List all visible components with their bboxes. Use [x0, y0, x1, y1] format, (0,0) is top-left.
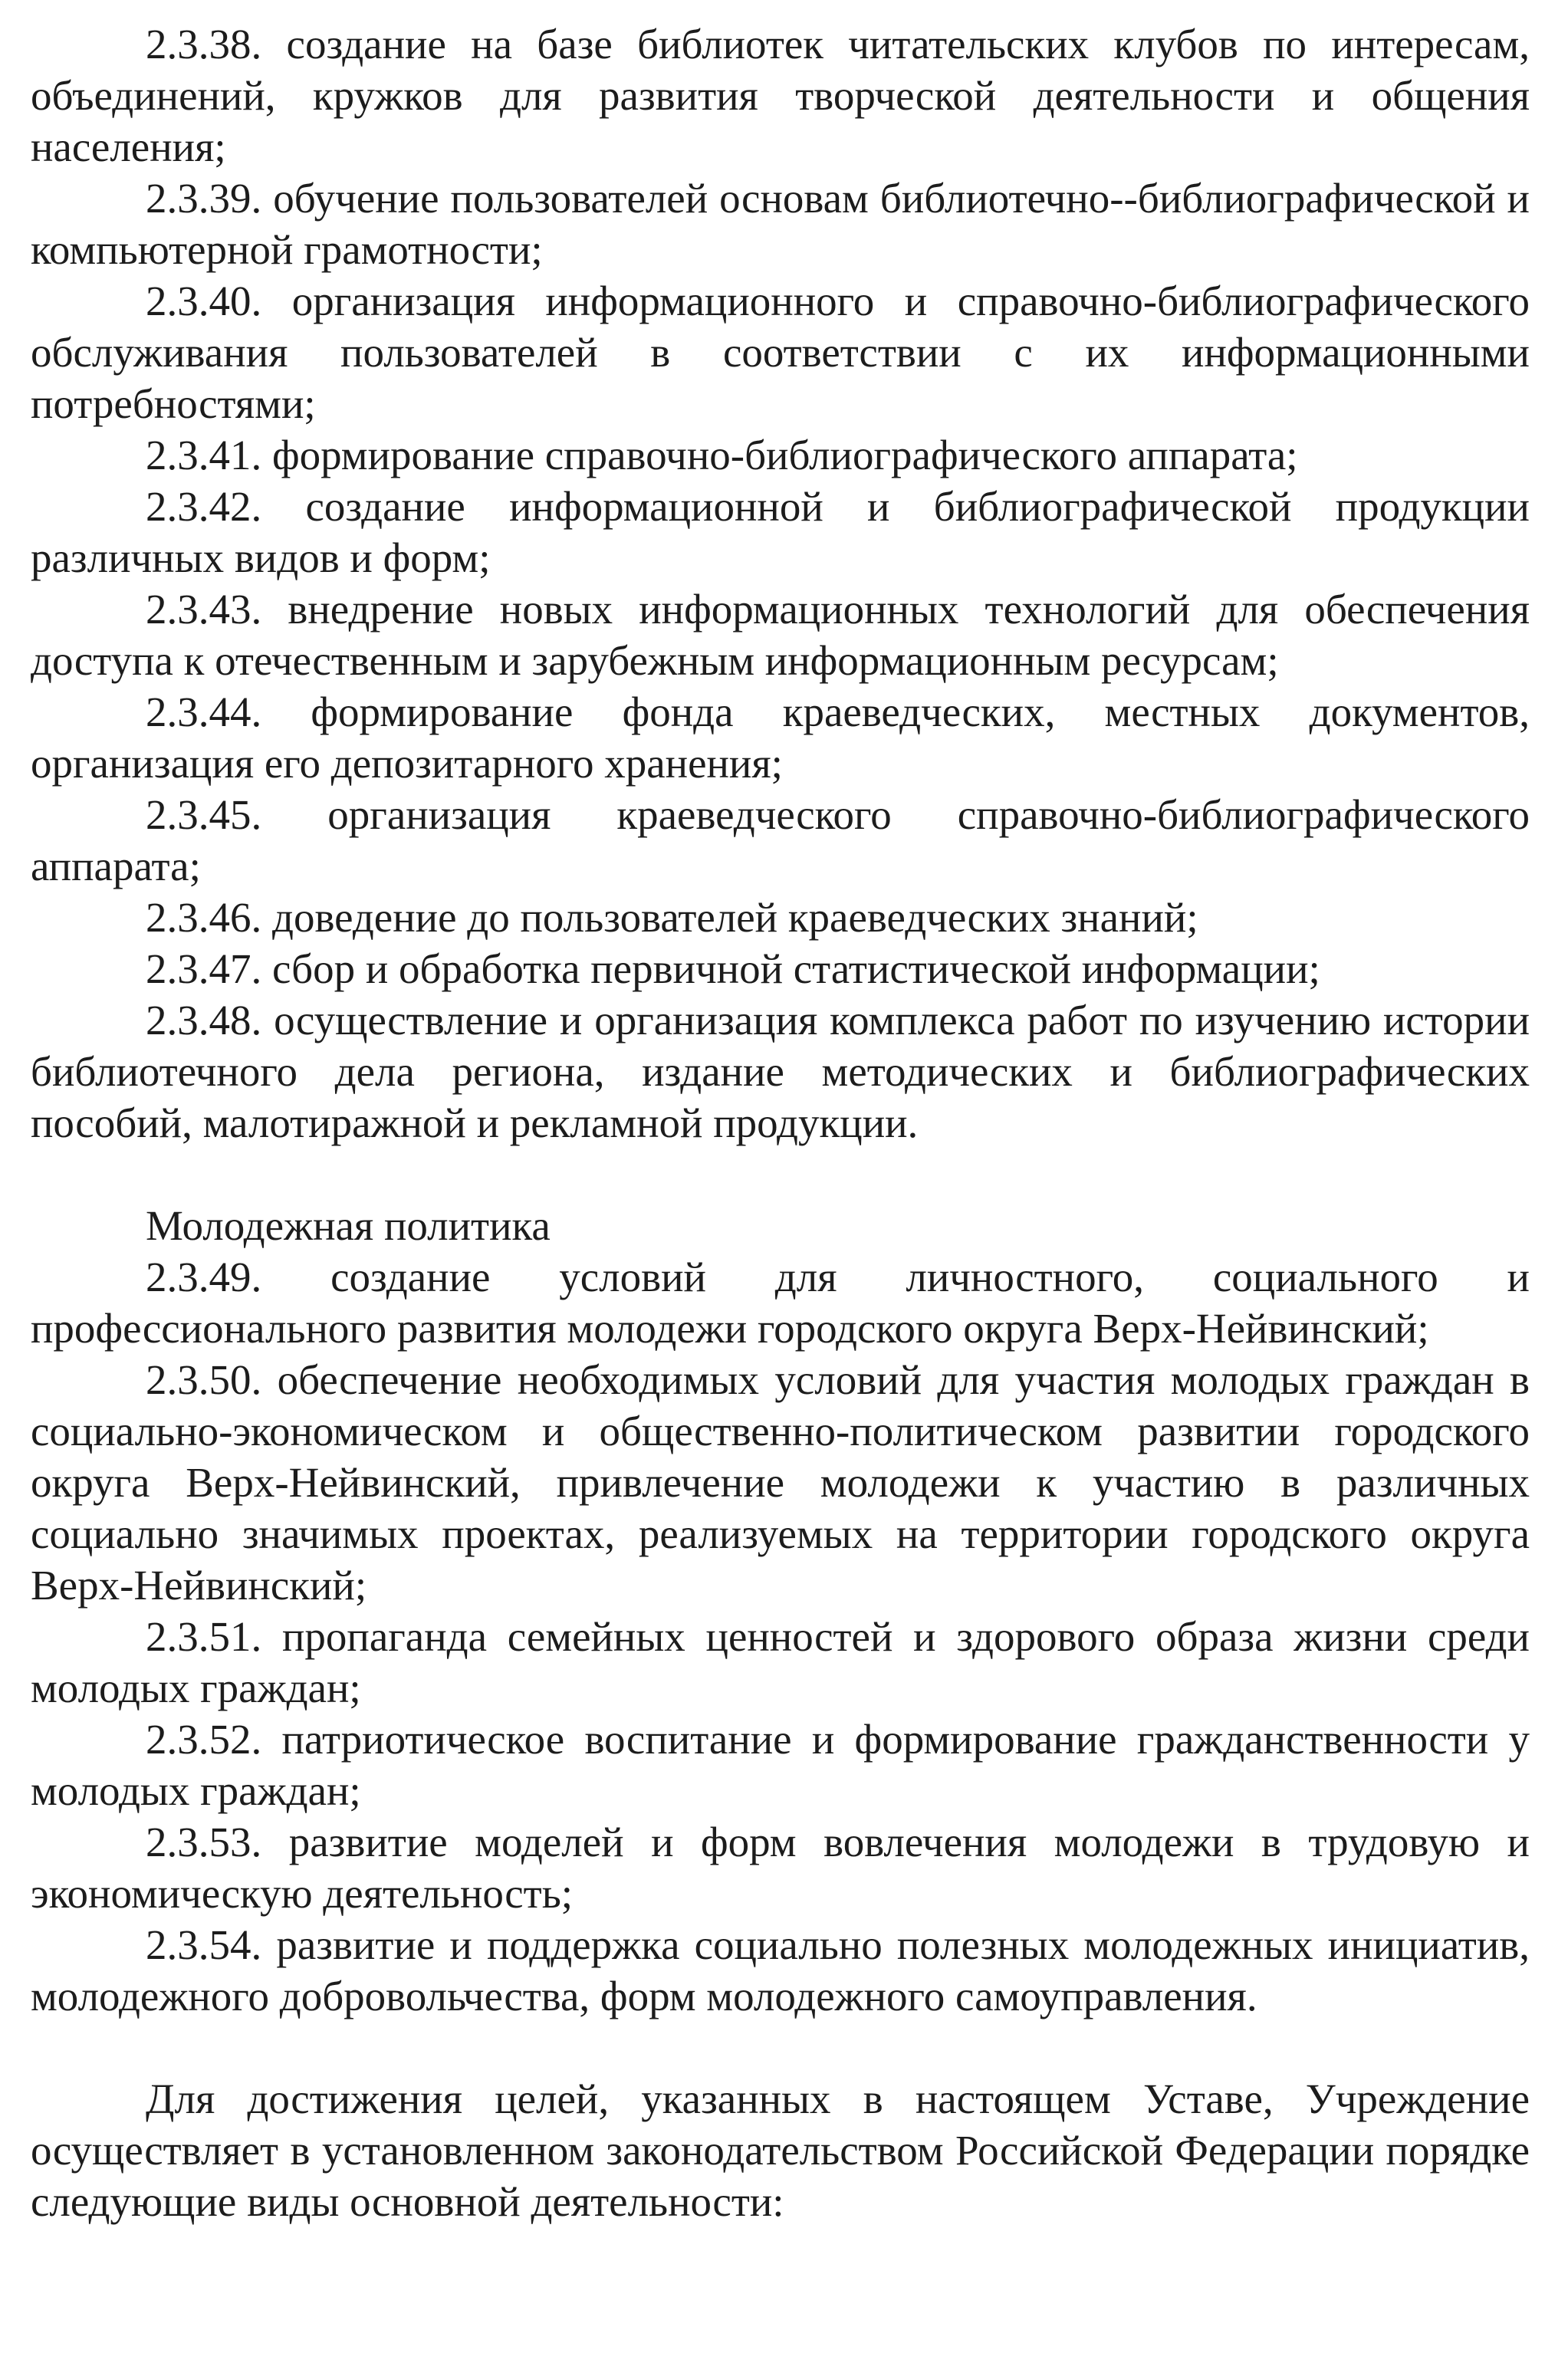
section-heading-youth-policy: Молодежная политика [146, 1202, 551, 1249]
clause-2-3-41: 2.3.41. формирование справочно-библиографического аппарата; [146, 432, 1298, 478]
clause-2-3-47: 2.3.47. сбор и обработка первичной статистической информации; [146, 945, 1320, 992]
document-page [31, 18, 1530, 2227]
clause-2-3-44: 2.3.44. формирование фонда краеведческих, местных документов, организация его депозитарного хранения; [31, 688, 1530, 787]
clause-2-3-50: 2.3.50. обеспечение необходимых условий для участия молодых граждан в социально-экономическом и общественно-политическом развитии городского округа Верх-Нейвинский, привлечение молодежи к участию в различных социально значимых проектах, реализуемых на территории городского округа Верх-Нейвинский; [31, 1356, 1530, 1609]
clause-2-3-38: 2.3.38. создание на базе библиотек читательских клубов по интересам, объединений, кружков для развития творческой деятельности и общения населения; [31, 21, 1530, 170]
clause-2-3-40: 2.3.40. организация информационного и справочно-библиографического обслуживания пользователей в соответствии с их информационными потребностями; [31, 278, 1530, 427]
clause-2-3-42: 2.3.42. создание информационной и библиографической продукции различных видов и форм; [31, 483, 1530, 581]
section-spacer [31, 2022, 1530, 2073]
clause-2-3-52: 2.3.52. патриотическое воспитание и формирование гражданственности у молодых граждан; [31, 1716, 1530, 1814]
clause-2-3-51: 2.3.51. пропаганда семейных ценностей и здорового образа жизни среди молодых граждан; [31, 1613, 1530, 1711]
clause-2-3-45: 2.3.45. организация краеведческого справочно-библиографического аппарата; [31, 791, 1530, 889]
clause-2-3-48: 2.3.48. осуществление и организация комплекса работ по изучению истории библиотечного дела региона, издание методических и библиографических пособий, малотиражной и рекламной продукции. [31, 997, 1530, 1146]
clause-2-3-49: 2.3.49. создание условий для личностного, социального и профессионального развития молодежи городского округа Верх-Нейвинский; [31, 1254, 1530, 1352]
section-spacer [31, 1149, 1530, 1200]
clause-2-3-46: 2.3.46. доведение до пользователей краеведческих знаний; [146, 894, 1198, 941]
clause-2-3-39: 2.3.39. обучение пользователей основам библиотечно--библиографической и компьютерной грамотности; [31, 175, 1530, 273]
clause-2-3-54: 2.3.54. развитие и поддержка социально полезных молодежных инициатив, молодежного добровольчества, форм молодежного самоуправления. [31, 1921, 1530, 2019]
clause-2-3-53: 2.3.53. развитие моделей и форм вовлечения молодежи в трудовую и экономическую деятельность; [31, 1819, 1530, 1917]
clause-2-3-43: 2.3.43. внедрение новых информационных технологий для обеспечения доступа к отечественным и зарубежным информационным ресурсам; [31, 586, 1530, 684]
closing-paragraph: Для достижения целей, указанных в настоящем Уставе, Учреждение осуществляет в установленном законодательством Российской Федерации порядке следующие виды основной деятельности: [31, 2075, 1530, 2225]
